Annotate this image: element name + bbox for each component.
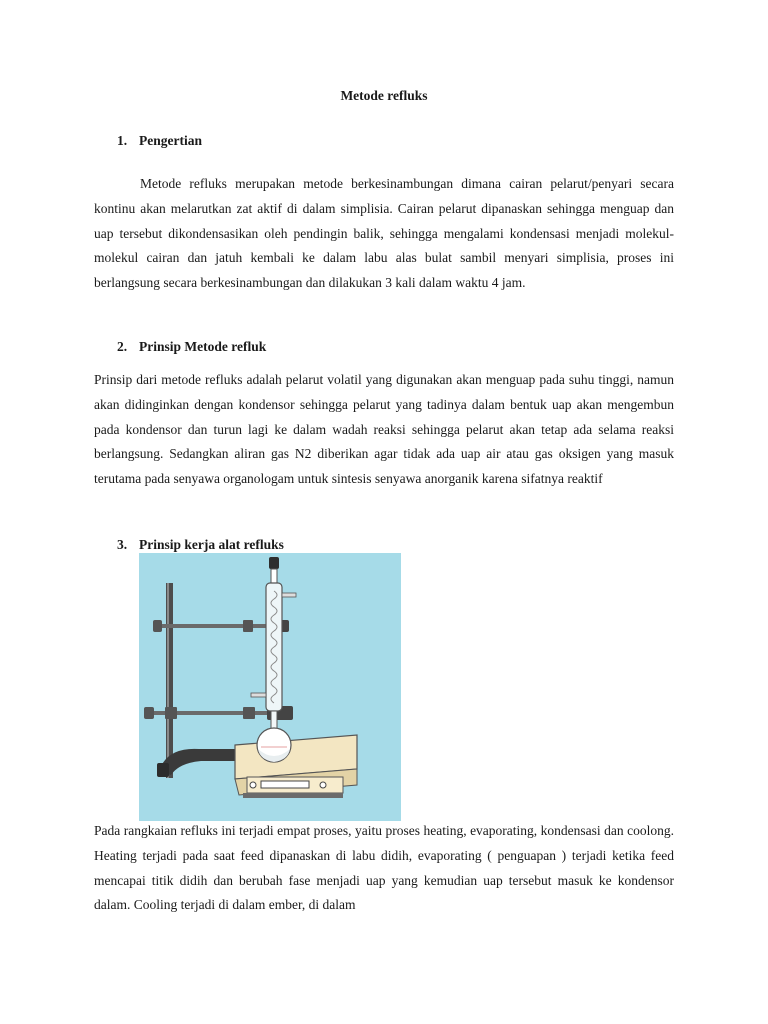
hot-plate-knob-right (320, 782, 326, 788)
section-number-3: 3. (117, 537, 128, 552)
section-paragraph-3: Pada rangkaian refluks ini terjadi empat proses, yaitu proses heating, evaporating, kondensasi dan coolong. Heating terjadi pada saat feed dipanaskan di labu didih, evaporating ( penguapan ) terjadi ketika feed mencapai titik didih dan berubah fase menjadi uap yang kemudian uap tersebut masuk ke kondensor dalam. Cooling terjadi di dalam ember, di dalam (94, 823, 674, 913)
hot-plate-knob-left (250, 782, 256, 788)
section-paragraph-2: Prinsip dari metode refluks adalah pelarut volatil yang digunakan akan menguap pada suhu tinggi, namun akan didinginkan dengan kondensor sehingga pelarut yang tadinya dalam bentuk uap akan mengembun pada kondensor dan turun lagi ke dalam wadah reaksi sehingga pelarut akan tetap ada selama reaksi berlangsung. Sedangkan aliran gas N2 diberikan agar tidak ada uap air atau gas oksigen yang masuk terutama pada senyawa organologam untuk sintesis senyawa anorganik karena sifatnya reaktif (94, 372, 674, 487)
section-heading-2 (117, 339, 266, 355)
section-paragraph-1: Metode refluks merupakan metode berkesinambungan dimana cairan pelarut/penyari secara kontinu akan melarutkan zat aktif di dalam simplisia. Cairan pelarut dipanaskan sehingga menguap dan uap tersebut dikondensasikan oleh pendingin balik, sehingga mengalami kondensasi menjadi molekul-molekul cairan dan jatuh kembali ke dalam labu alas bulat sambil menyari simplisia, proses ini berlangsung secara berkesinambungan dan dilakukan 3 kali dalam waktu 4 jam. (94, 176, 674, 291)
section-heading-3 (117, 537, 284, 553)
section-heading-1 (117, 133, 202, 149)
section-number-1: 1. (117, 133, 128, 148)
condenser-stopper (269, 557, 279, 569)
reflux-apparatus-figure (139, 553, 401, 821)
water-outlet (282, 593, 296, 597)
section-title-2: Prinsip Metode refluk (139, 339, 267, 354)
section-title-3: Prinsip kerja alat refluks (139, 537, 284, 552)
document-title: Metode refluks (340, 88, 428, 103)
section-title-1: Pengertian (139, 133, 202, 148)
water-inlet (251, 693, 266, 697)
section-number-2: 2. (117, 339, 128, 354)
